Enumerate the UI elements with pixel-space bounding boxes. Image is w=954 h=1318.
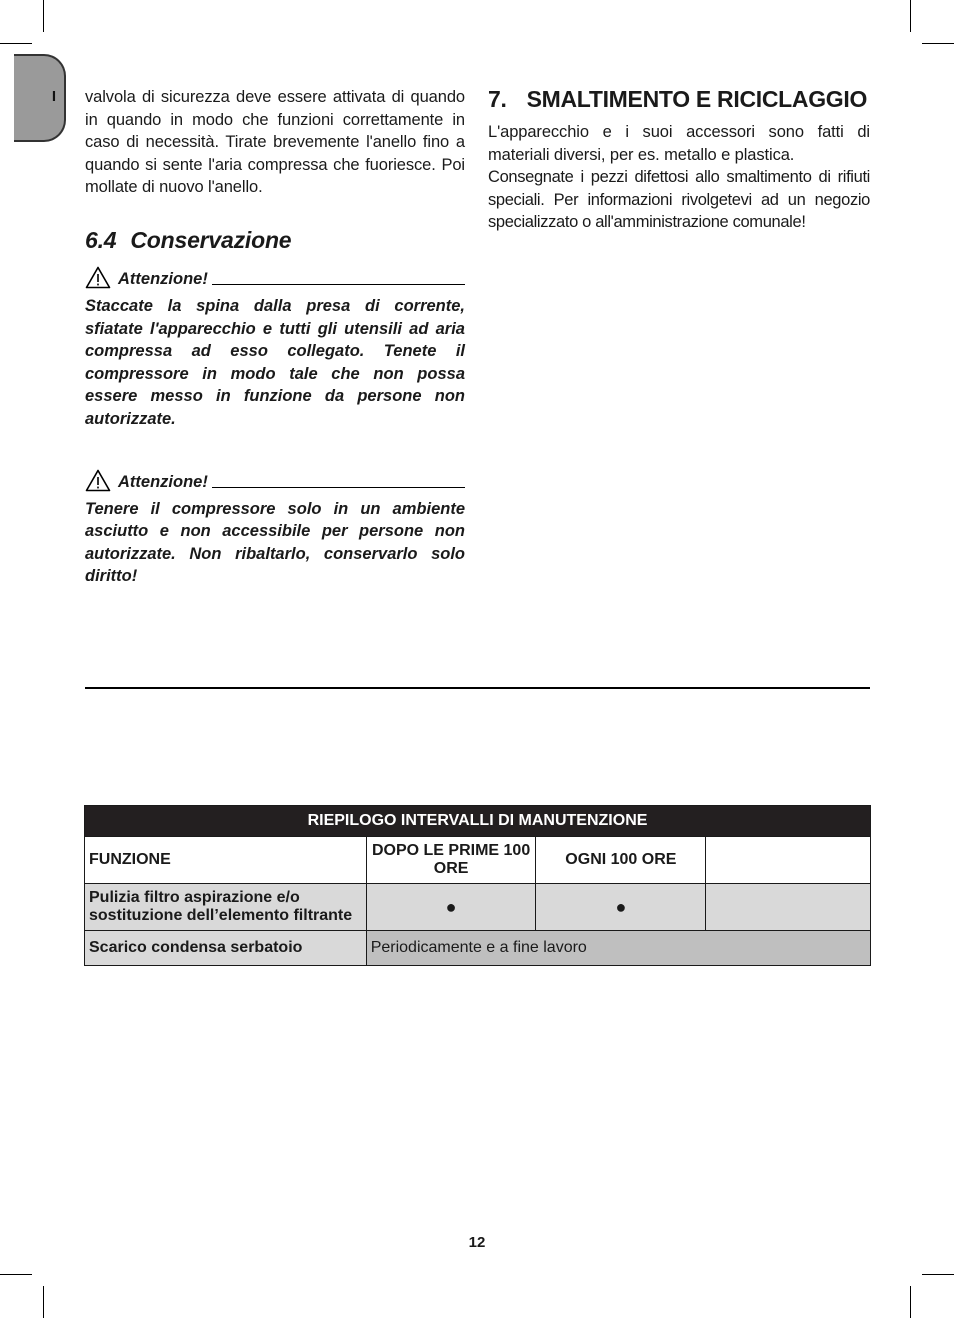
bullet-cell: ● bbox=[366, 884, 536, 931]
right-column bbox=[488, 86, 870, 234]
section-heading-smaltimento bbox=[488, 86, 870, 113]
disposal-paragraph: L'apparecchio e i suoi accessori sono fatti di materiali diversi, per es. metallo e plastica. bbox=[488, 123, 870, 164]
table-header-row bbox=[85, 837, 871, 884]
section-heading-conservazione bbox=[85, 227, 465, 254]
bullet-cell: ● bbox=[536, 884, 706, 931]
section-title: SMALTIMENTO E RICICLAGGIO bbox=[526, 86, 868, 112]
intro-paragraph: valvola di sicurezza deve essere attivata di quando in quando in modo che funzioni correttamente in caso di necessità. Tirate brevemente l'anello fino a quando si sente l'aria compressa che fuoriesce. Poi mollate di nuovo l'anello. bbox=[85, 88, 465, 197]
disposal-paragraph: Consegnate i pezzi difettosi allo smaltimento di rifiuti speciali. Per informazioni rivolgetevi ad un negozio specializzato o all'amministrazione comunale! bbox=[488, 168, 870, 232]
row-label: Scarico condensa serbatoio bbox=[85, 931, 367, 966]
crop-mark bbox=[0, 1274, 32, 1275]
warning-text: Tenere il compressore solo in un ambiente asciutto e non accessibile per persone non autorizzate. Non ribaltarlo, conservarlo solo diritto! bbox=[85, 499, 465, 586]
warning-rule bbox=[212, 284, 465, 285]
column-header: OGNI 100 ORE bbox=[536, 837, 706, 884]
table-title-row bbox=[85, 806, 871, 837]
page-number: 12 bbox=[468, 1234, 486, 1251]
warning-triangle-icon bbox=[85, 469, 111, 492]
warning-header bbox=[85, 266, 465, 289]
maintenance-table bbox=[84, 805, 871, 966]
table-row bbox=[85, 931, 871, 966]
row-label: Pulizia filtro aspirazione e/o sostituzione dell’elemento filtrante bbox=[85, 884, 367, 931]
crop-mark bbox=[922, 1274, 954, 1275]
column-header bbox=[706, 837, 871, 884]
warning-label: Attenzione! bbox=[118, 269, 208, 288]
warning-label: Attenzione! bbox=[118, 472, 208, 491]
section-number: 7. bbox=[488, 86, 507, 112]
column-header: DOPO LE PRIME 100 ORE bbox=[366, 837, 536, 884]
horizontal-divider bbox=[85, 687, 870, 689]
crop-mark bbox=[43, 1286, 44, 1318]
table-row bbox=[85, 884, 871, 931]
language-tab-label: I bbox=[51, 88, 56, 105]
section-number: 6.4 bbox=[85, 226, 117, 253]
warning-triangle-icon bbox=[85, 266, 111, 289]
column-header: FUNZIONE bbox=[85, 837, 367, 884]
crop-mark bbox=[910, 0, 911, 32]
crop-mark bbox=[43, 0, 44, 32]
table-title: RIEPILOGO INTERVALLI DI MANUTENZIONE bbox=[85, 806, 871, 837]
section-title: Conservazione bbox=[130, 226, 292, 253]
warning-rule bbox=[212, 487, 465, 488]
warning-text: Staccate la spina dalla presa di corrente, sfiatate l'apparecchio e tutti gli utensili ad aria compressa ad esso collegato. Tenete il compressore in modo tale che non possa essere messo in funzione da persone non autorizzate. bbox=[85, 296, 465, 428]
language-tab bbox=[14, 54, 66, 142]
crop-mark bbox=[0, 43, 32, 44]
warning-header bbox=[85, 469, 465, 492]
left-column bbox=[85, 86, 465, 588]
empty-cell bbox=[706, 884, 871, 931]
crop-mark bbox=[922, 43, 954, 44]
crop-mark bbox=[910, 1286, 911, 1318]
row-value: Periodicamente e a fine lavoro bbox=[366, 931, 870, 966]
